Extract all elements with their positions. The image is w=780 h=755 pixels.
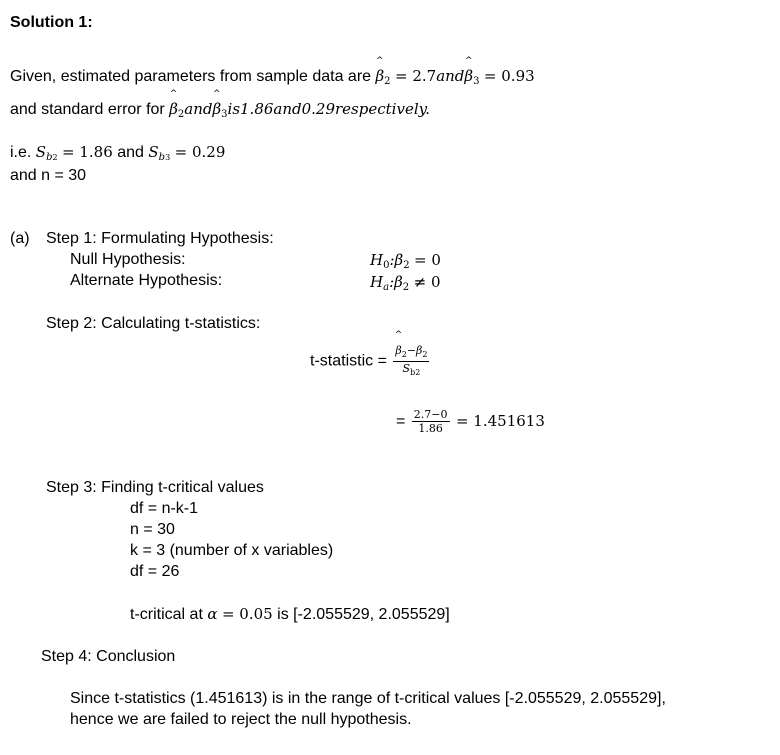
beta2-value: = 2.7 [395,67,437,85]
conclusion-line1: Since t-statistics (1.451613) is in the range of t-critical values [-2.055529, 2.055529], [70,690,666,707]
ie-line: i.e. $S_{b2} = 1.86$ and $S_{b3} = 0.29$ [10,143,226,163]
alt-hypothesis-label: Alternate Hypothesis: [70,272,223,289]
df-formula: df = n-k-1 [130,500,199,517]
solution-title: Solution 1: [10,14,93,31]
null-hypothesis-label: Null Hypothesis: [70,251,186,268]
n-value: n = 30 [130,521,175,538]
k-value: k = 3 (number of x variables) [130,542,334,559]
step3-heading: Step 3: Finding t-critical values [46,479,264,496]
tstat-formula: t-statistic = ^ $\frac{\beta_2-\beta_2}{S_{b2}}$ [310,344,431,379]
beta3-value: = 0.93 [483,67,535,85]
given-line: Given, estimated parameters from sample data are ^ $\beta_2$ = 2.7and^ $\beta_3 = 0.93$ [10,66,535,92]
t-critical-line: t-critical at α = 0.05 is [-2.055529, 2.055529] [130,605,450,623]
alt-hypothesis-eq: $H_a:\beta_2 \ne 0$ [370,273,441,293]
n-line: and n = 30 [10,167,87,184]
step1-heading: Step 1: Formulating Hypothesis: [46,230,274,247]
null-hypothesis-eq: $H_0:\beta_2 = 0$ [370,251,441,271]
stderr-line: and standard error for ^ $\beta_2and\^{}$ $\beta_3is1.86and0.29respectively$. [10,99,430,125]
tstat-result: = 1.451613 [455,412,545,430]
step2-heading: Step 2: Calculating t-statistics: [46,315,261,332]
tstat-fraction: ^ $\frac{\beta_2-\beta_2}{S_{b2}}$ [393,344,429,379]
step4-heading: Step 4: Conclusion [41,648,176,665]
stderr-text: and standard error for [10,101,165,118]
sb3-value: = 0.29 [174,143,226,161]
beta-hat: ^ β [376,66,385,86]
df-value: df = 26 [130,563,180,580]
tstat-computation: = $\frac{2.7-0}{1.86}$ = 1.451613 [396,408,545,436]
stderr-tail: is1.86and0.29respectively. [227,100,430,118]
sb2-value: = 1.86 [62,143,113,161]
given-text: Given, estimated parameters from sample data are [10,68,372,85]
part-a-label: (a) [10,230,30,247]
conclusion-line2: hence we are failed to reject the null hypothesis. [70,711,412,728]
